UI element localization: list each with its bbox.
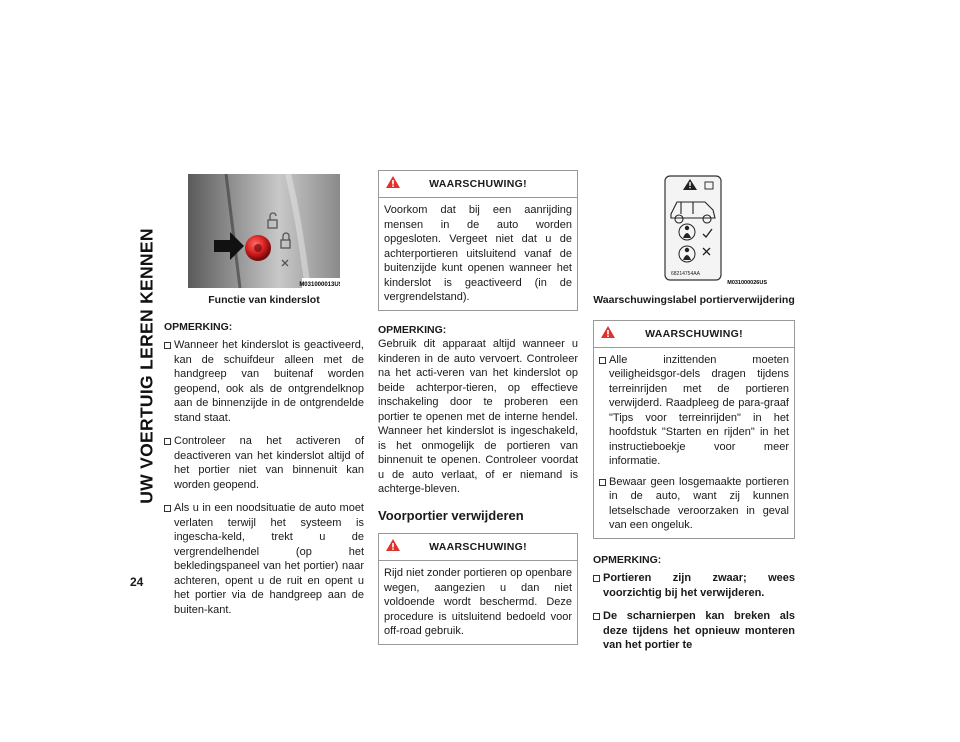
warning-bullet-list [599,353,789,533]
column-3 [593,174,795,662]
list-item: De scharnierpen kan breken als deze tijdens het opnieuw monteren van het portier te [593,609,795,653]
side-chapter-title: UW VOERTUIG LEREN KENNEN [136,228,157,504]
warning-box [593,320,795,539]
warning-triangle-icon [385,538,401,552]
note-bullet-list [593,571,795,653]
figure-caption: Functie van kinderslot [208,294,320,306]
child-lock-photo [188,174,340,288]
page-number: 24 [130,575,144,589]
warning-box [378,533,578,645]
warning-header [379,171,577,198]
column-1 [164,174,364,626]
child-lock-image [188,174,340,288]
list-item: Alle inzittenden moeten veiligheidsgor-dels dragen tijdens terreinrijden met de portieren verwijderd. Raadpleeg de para-graaf "Tips voor terreinrijden" in het hoofdstuk "Starten en rijden" in het instructieboekje voor meer informatie. [599,353,789,469]
warning-text: Rijd niet zonder portieren op openbare wegen, aangezien u dan niet voldoende wordt beschermd. Deze procedure is uitsluitend bedoeld voor off-road gebruik. [384,567,572,637]
door-removal-label-image [619,174,769,288]
section-heading: Voorportier verwijderen [378,507,524,523]
list-item: Wanneer het kinderslot is geactiveerd, kan de schuifdeur alleen met de handgreep van buitenaf worden geopend, ook als de ontgrendelknop aan de binnenzijde in de ontgrendelde stand staat. [164,338,364,425]
warning-header [379,534,577,561]
door-removal-label-figure [619,174,769,288]
warning-title: WAARSCHUWING! [645,327,743,340]
warning-triangle-icon [600,325,616,339]
warning-box [378,170,578,311]
warning-title: WAARSCHUWING! [429,541,527,553]
list-item: Bewaar geen losgemaakte portieren in de auto, want zij kunnen letselschade veroorzaken in geval van een ongeluk. [599,475,789,533]
list-item: Als u in een noodsituatie de auto moet verlaten terwijl het systeem is ingescha-keld, trekt u de vergrendelhendel (op het bekledingspaneel van het portier) naar achteren, opent u de ruit en opent u het portier via de handgreep aan de buiten-kant. [164,501,364,617]
list-item: Controleer na het activeren of deactiveren van het kinderslot altijd of het portier niet van binnenuit kan worden geopend. [164,434,364,492]
note-text: Gebruik dit apparaat altijd wanneer u kinderen in de auto vervoert. Controleer na het acti-veren van het kinderslot op beide achterpor-tieren, op effectieve inschakeling door te proberen een portier te openen met de interne hendel. Wanneer het kinderslot is ingeschakeld, is het onmogelijk de portieren van binnenuit te openen. Controleer voordat u de auto verlaat, of er niemand is achterge-bleven. [378,338,578,495]
note-label: OPMERKING: [164,320,233,333]
warning-triangle-icon [385,175,401,189]
figure-caption: Waarschuwingslabel portierverwijdering [593,294,795,306]
figure-code: M031000013US [299,282,340,288]
column-2 [378,170,578,645]
label-code: 68214754AA [671,271,700,277]
note-label: OPMERKING: [593,553,662,566]
warning-text: Voorkom dat bij een aanrijding mensen in de auto worden opgesloten. Vergeet niet dat u de achterportieren uitsluitend vanaf de buitenzijde kunt openen wanneer het kinderslot is geactiveerd (in de vergrendelstand). [384,204,572,303]
warning-title: WAARSCHUWING! [429,178,527,190]
list-item: Portieren zijn zwaar; wees voorzichtig bij het verwijderen. [593,571,795,600]
figure-code: M031000026US [727,280,767,286]
note-bullet-list [164,338,364,617]
warning-body [594,348,794,538]
warning-header [594,321,794,348]
note-label: OPMERKING: [378,323,447,336]
